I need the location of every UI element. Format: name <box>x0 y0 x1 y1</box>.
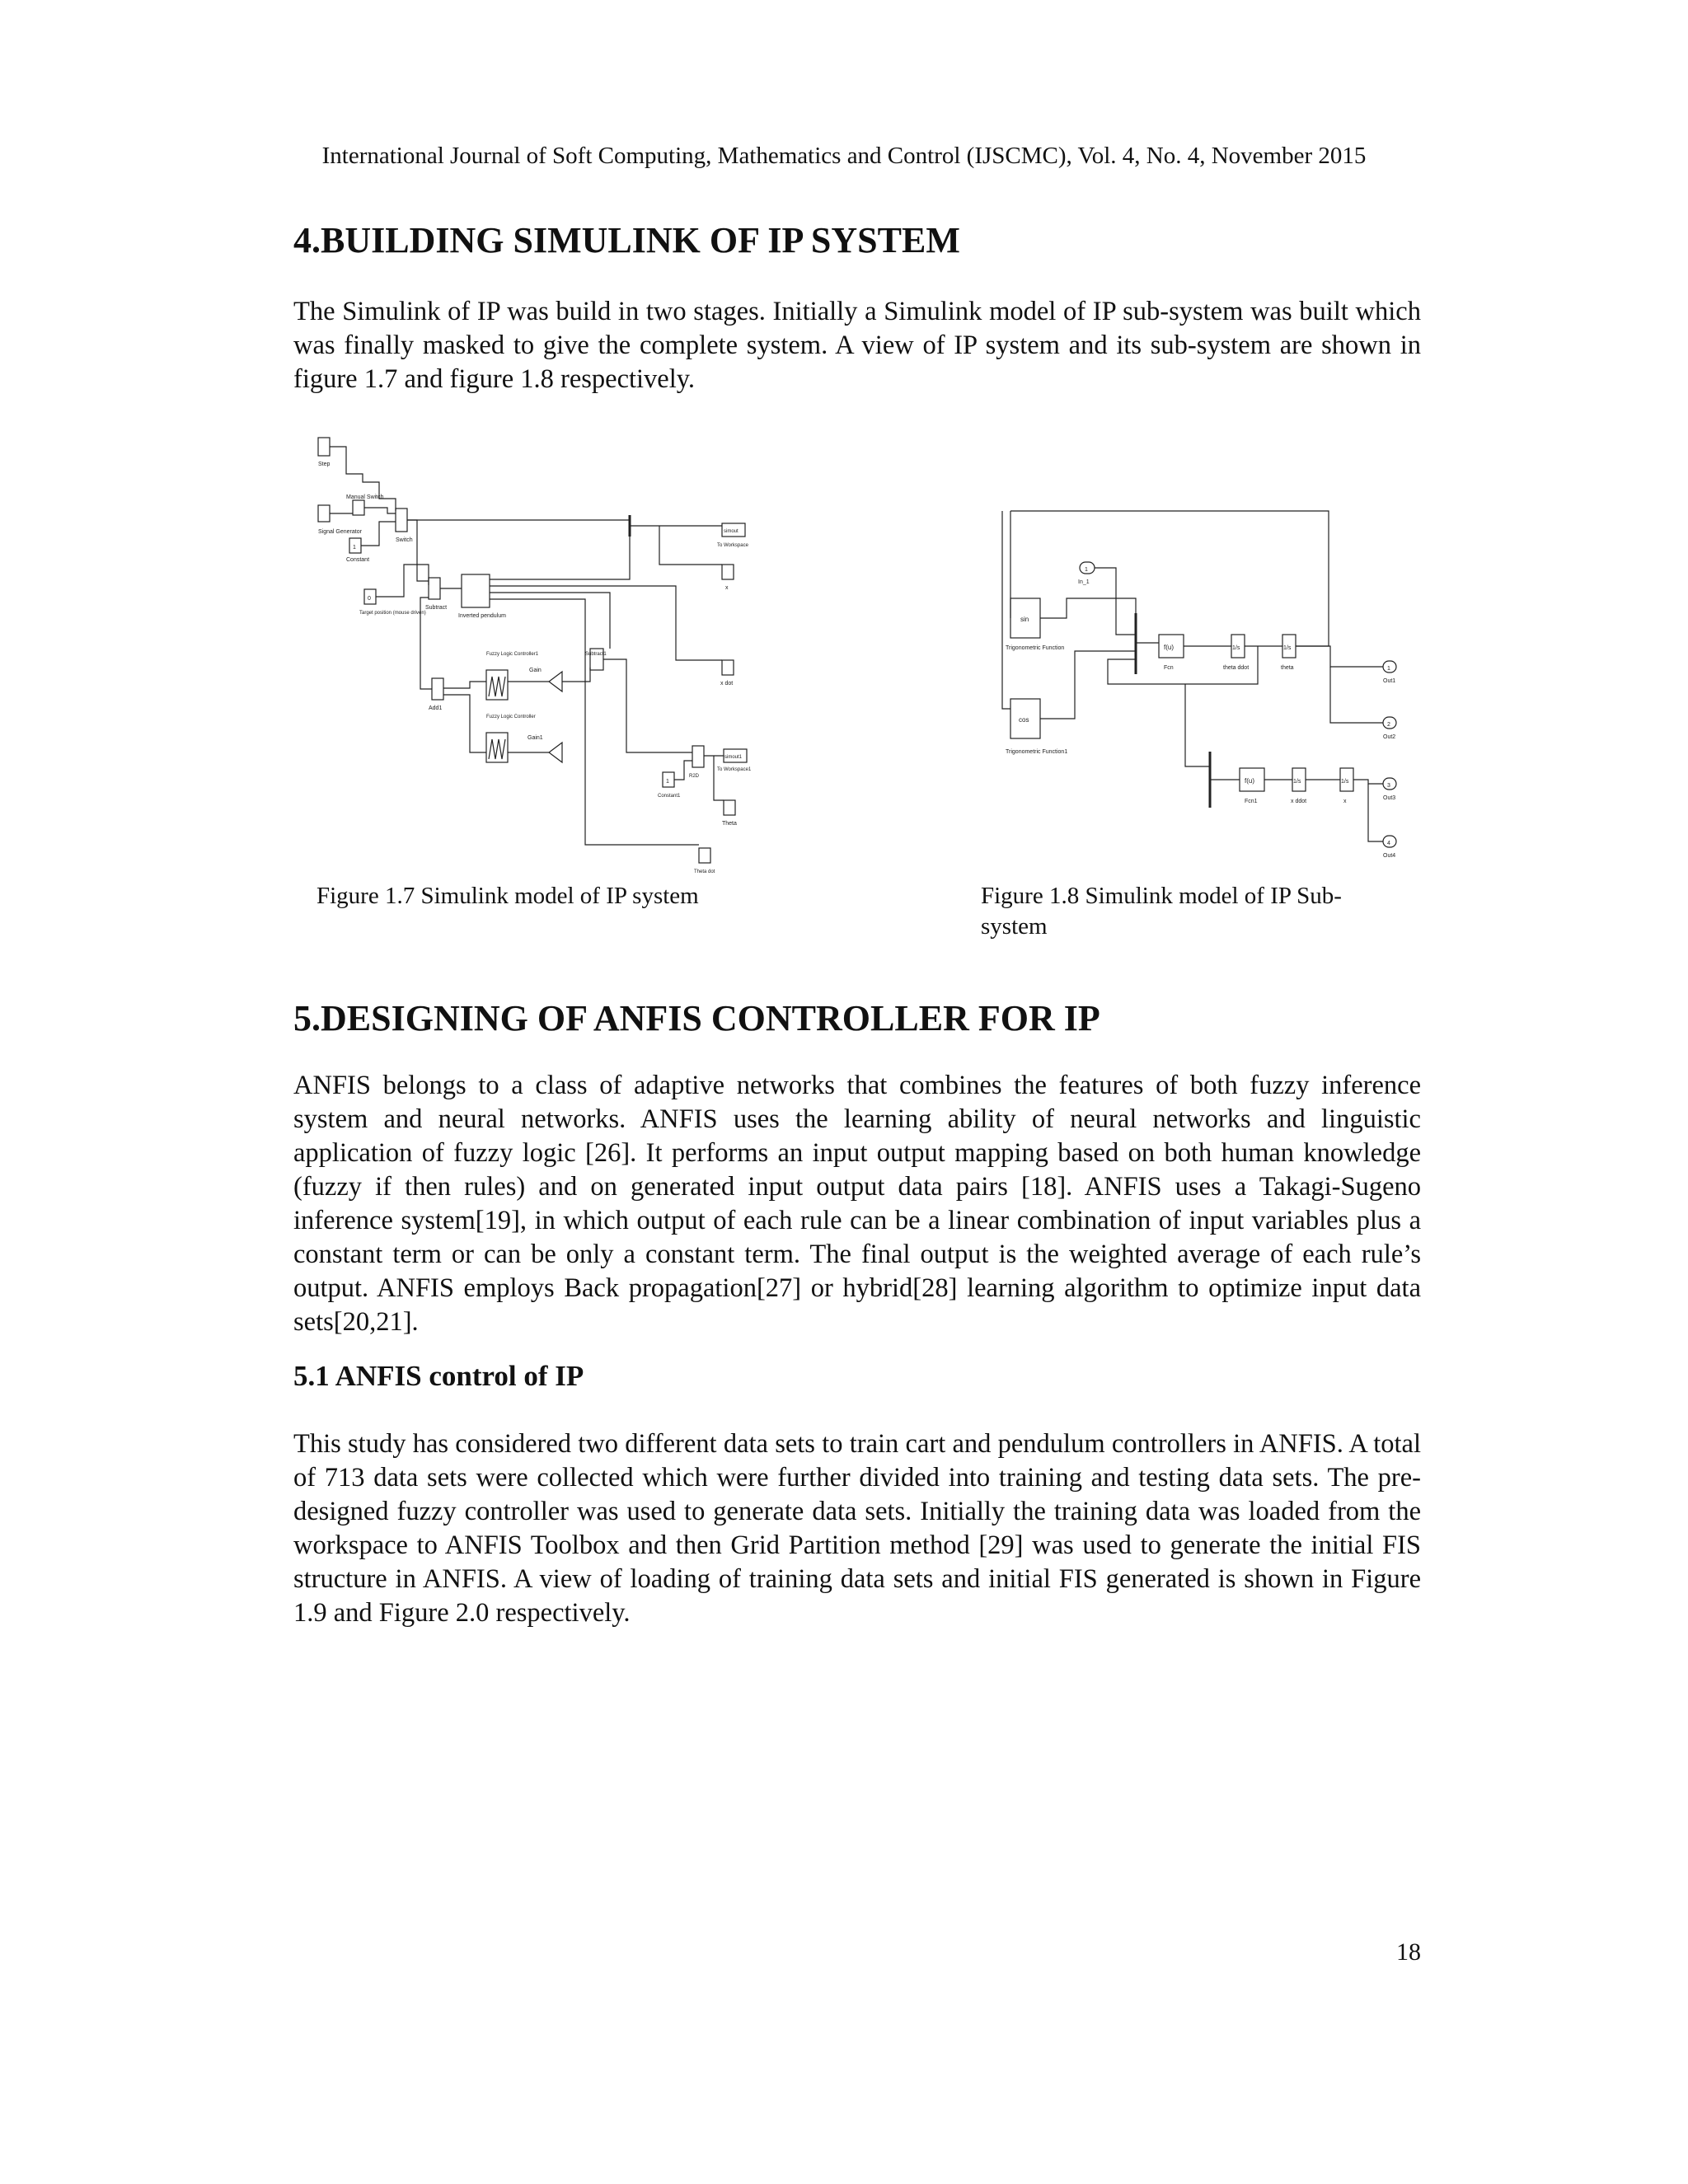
constant-label: Constant <box>346 557 370 563</box>
wire-step <box>330 447 396 511</box>
out4-number: 4 <box>1387 841 1390 846</box>
section-5-1-title: 5.1 ANFIS control of IP <box>293 1360 584 1392</box>
figure-1-8 <box>992 503 1413 874</box>
subtract1-label: Subtract1 <box>585 652 607 657</box>
wire-x <box>659 526 722 565</box>
out4-label: Out4 <box>1383 853 1396 859</box>
out1-label: Out1 <box>1383 678 1396 684</box>
section-5-1-paragraph: This study has considered two different data sets to train cart and pendulum controllers in ANFIS. A total of 713 data sets were collected which were further divided into training and testing data sets. The pre-designed fuzzy controller was used to generate data sets. Initially the training data was loaded from the workspace to ANFIS Toolbox and then Grid Partition method [29] was used to generate the initial FIS structure in ANFIS. A view of loading of training data sets and initial FIS generated is shown in Figure 1.9 and Figure 2.0 respectively. <box>293 1429 1421 1628</box>
target-position-value: 0 <box>368 596 371 602</box>
wire-mux2-in <box>1185 684 1210 766</box>
cos-label: cos <box>1019 716 1029 724</box>
to-workspace1-label: To Workspace1 <box>717 767 752 772</box>
page-number: 18 <box>1396 1938 1421 1966</box>
signal-generator-block <box>318 505 330 522</box>
gain-label: Gain <box>529 668 542 673</box>
wire-fz1-add <box>443 682 486 688</box>
to-workspace-label: To Workspace <box>717 543 748 548</box>
wire-top-loop <box>1010 511 1329 646</box>
wire-sw-sub <box>407 520 429 581</box>
inverted-pendulum-label: Inverted pendulum <box>458 613 506 619</box>
out2-label: Out2 <box>1383 734 1396 740</box>
simout-label: simout <box>724 529 738 534</box>
trig-label: Trigonometric Function <box>1006 645 1065 651</box>
wire-ip2 <box>490 586 722 660</box>
inverted-pendulum-block <box>462 574 490 607</box>
wire-out4 <box>1368 784 1383 841</box>
section-5-paragraph: ANFIS belongs to a class of adaptive networks that combines the features of both fuzzy inference system and neural networks. ANFIS uses the learning ability of neural networks and linguistic application of fuzzy logic [26]. It performs an input output mapping based on both human knowledge (fuzzy if then rules) and on generated input output data pairs [18]. ANFIS uses a Takagi-Sugeno inference system[19], in which output of each rule can be a linear combination of input variables plus a constant term or can be only a constant term. The final output is the weighted average of each rule’s output. ANFIS employs Back propagation[27] or hybrid[28] learning algorithm to optimize input data sets[20,21]. <box>293 1071 1421 1337</box>
theta-integ: 1/s <box>1283 645 1292 651</box>
sin-label: sin <box>1020 616 1029 623</box>
fcn1-label: Fcn1 <box>1245 799 1258 804</box>
wire-ip1 <box>490 537 630 579</box>
wire-left-cos <box>1002 511 1010 709</box>
gain1-label: Gain1 <box>528 735 543 741</box>
wire-ip4 <box>490 599 699 845</box>
theta-dot-label: Theta dot <box>694 869 715 874</box>
section-4-paragraph: The Simulink of IP was build in two stages. Initially a Simulink model of IP sub-system was built which was finally masked to give the complete system. A view of IP system and its sub-system are shown in figure 1.7 and figure 1.8 respectively. <box>293 297 1421 394</box>
figure-1-8-caption: Figure 1.8 Simulink model of IP Sub-system <box>981 883 1342 940</box>
figure-1-7-diagram <box>313 433 758 878</box>
theta-dot-scope-block <box>699 848 710 863</box>
out2-number: 2 <box>1387 722 1390 728</box>
fuzzy-label: Fuzzy Logic Controller <box>486 715 536 719</box>
add1-block <box>432 678 443 700</box>
trig1-label: Trigonometric Function1 <box>1006 749 1068 755</box>
switch-label: Switch <box>396 537 413 543</box>
theta-label: theta <box>1281 665 1294 671</box>
switch-block <box>396 509 407 532</box>
subtract-label: Subtract <box>425 605 448 611</box>
out1-number: 1 <box>1387 666 1390 672</box>
wire-const <box>361 522 396 546</box>
add1-label: Add1 <box>429 705 443 711</box>
wire-gain <box>562 668 590 682</box>
wire-sub1 <box>603 659 692 752</box>
x-scope-block <box>722 565 734 579</box>
x-dot-label: x dot <box>720 681 734 687</box>
in1-label: In_1 <box>1078 579 1090 585</box>
x-label: x <box>1343 799 1347 804</box>
wire-fz-add <box>443 695 486 752</box>
signal-generator-label: Signal Generator <box>318 529 362 535</box>
step-label: Step <box>318 462 331 467</box>
fcn1-fu: f(u) <box>1245 777 1254 785</box>
fuzzy1-label: Fuzzy Logic Controller1 <box>486 652 539 657</box>
in1-port-number: 1 <box>1085 567 1088 573</box>
running-header: International Journal of Soft Computing, Mathematics and Control (IJSCMC), Vol. 4, No. 4, November 2015 <box>321 143 1367 169</box>
theta-ddot-integ: 1/s <box>1232 645 1240 651</box>
wire-theta <box>714 756 724 800</box>
gain-block <box>549 672 562 691</box>
constant-value: 1 <box>353 545 356 551</box>
wire-out1 <box>1296 646 1383 667</box>
wire-ip3 <box>490 593 610 649</box>
fcn-label: Fcn <box>1164 665 1174 671</box>
wire-in1 <box>1095 568 1136 635</box>
theta-ddot-label: theta ddot <box>1223 665 1250 671</box>
wire-out3 <box>1353 780 1383 784</box>
wire-manual <box>364 508 396 513</box>
theta-label: Theta <box>722 821 737 827</box>
step-block <box>318 438 330 456</box>
section-5-title: 5.DESIGNING OF ANFIS CONTROLLER FOR IP <box>293 998 1100 1038</box>
constant1-value: 1 <box>666 779 669 785</box>
out3-number: 3 <box>1387 783 1390 789</box>
wire-out2 <box>1330 667 1383 723</box>
figure-1-7-caption: Figure 1.7 Simulink model of IP system <box>316 883 699 909</box>
r2d-label: R2D <box>689 774 700 779</box>
simout1-label: simout1 <box>724 755 743 760</box>
x-ddot-integ: 1/s <box>1293 779 1301 785</box>
x-dot-scope-block <box>722 660 734 675</box>
target-position-label: Target position (mouse driven) <box>359 611 426 616</box>
fcn-fu: f(u) <box>1164 644 1174 651</box>
figure-1-8-diagram <box>992 503 1413 874</box>
figure-1-7 <box>313 433 758 878</box>
constant1-label: Constant1 <box>658 794 681 799</box>
x-label: x <box>725 585 729 591</box>
out3-label: Out3 <box>1383 795 1396 801</box>
theta-scope-block <box>724 800 735 815</box>
x-ddot-label: x ddot <box>1291 799 1307 804</box>
r2d-block <box>692 746 704 767</box>
gain1-block <box>549 743 562 762</box>
subtract-block <box>429 578 440 599</box>
fuzzy1-mf <box>489 677 505 696</box>
wire-cos <box>1040 651 1136 719</box>
section-4-title: 4.BUILDING SIMULINK OF IP SYSTEM <box>293 220 960 260</box>
manual-switch-label: Manual Switch <box>346 494 384 500</box>
wire-sin <box>1040 598 1136 618</box>
x-integ: 1/s <box>1341 779 1349 785</box>
fuzzy-mf <box>489 739 505 759</box>
manual-switch-block <box>353 500 364 515</box>
